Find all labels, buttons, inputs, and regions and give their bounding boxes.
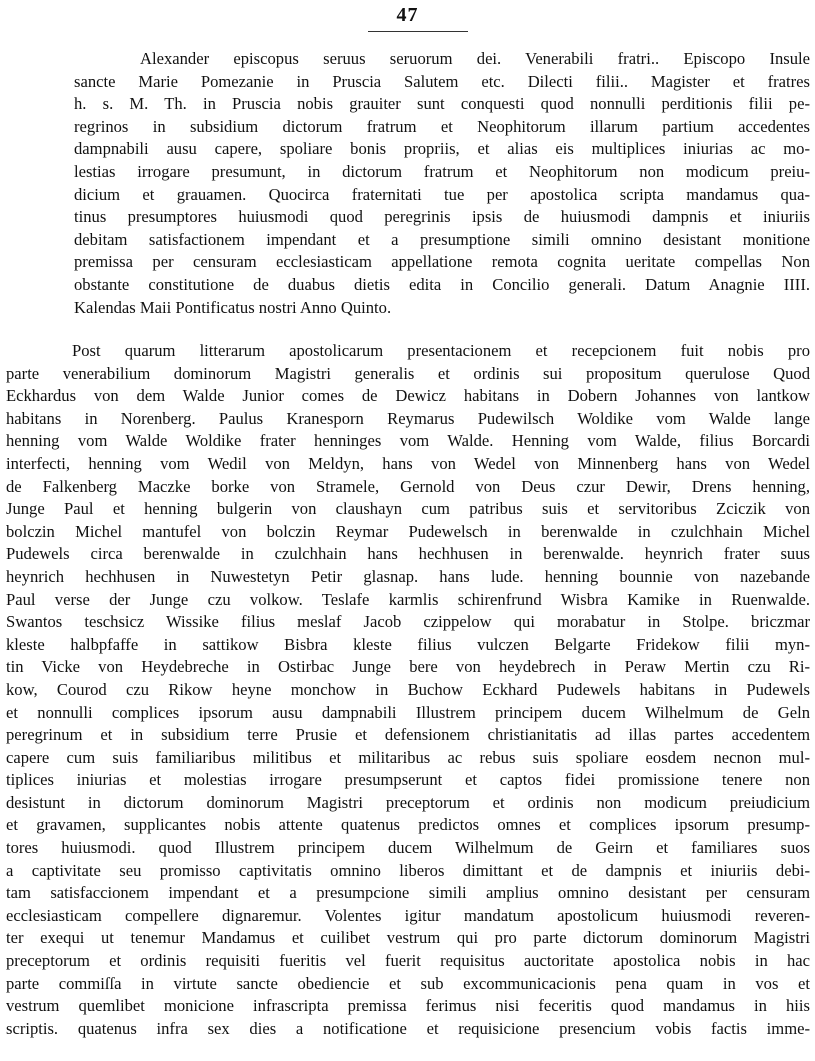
body-line: Eckhardus von dem Walde Junior comes de Dewicz habitans in Dobern Johannes von lantkow xyxy=(6,386,810,406)
body-line: et nonnulli complices ipsorum ausu dampnabili Illustrem principem ducem Wilhelmum de Geln xyxy=(6,702,810,722)
body-line: tin Vicke von Heydebreche in Ostirbac Junge bere von heydebrech in Peraw Mertin czu Ri- xyxy=(6,657,810,677)
quote-line: h. s. M. Th. in Prusсia nobis grauiter sunt conquesti quod nonnulli perditionis filii pe- xyxy=(74,94,810,114)
body-text xyxy=(6,340,810,1040)
body-line: peregrinum et in subsidium terre Prusie et defensionem christianitatis ad illas partes accedentem xyxy=(6,725,810,745)
quote-line: tinus presumptores huiusmodi quod peregrinis ipsis de huiusmodi dampnis et iniuriis xyxy=(74,207,810,227)
body-line: capere cum suis familiaribus militibus et militaribus ac rebus suis spoliare eosdem necnon mul- xyxy=(6,747,810,767)
body-line: ecclesiasticam compellere dignaremur. Volentes igitur mandatum apostolicum huiusmodi reveren- xyxy=(6,905,810,925)
page-number: 47 xyxy=(396,4,419,26)
quote-line: Alexander episcopus seruus seruorum dei. Venerabili fratri.. Episcopo Insule xyxy=(140,49,810,68)
body-line: heynrich hechhusen in Nuwestetyn Petir glasnap. hans lude. henning bounnie von nazebande xyxy=(6,566,810,586)
body-line: et gravamen, supplicantes nobis attente quatenus predictos omnes et complices ipsorum presump- xyxy=(6,815,810,835)
body-line: henning vom Walde Woldike frater henninges vom Walde. Henning vom Walde, filius Borcardi xyxy=(6,431,810,451)
body-line: kow, Courod czu Rikow heyne monchow in Buchow Eckhard Pudewels habitans in Pudewels xyxy=(6,679,810,699)
quote-line: premissa per censuram ecclesiasticam appellatione remota cognita ueritate compellas Non xyxy=(74,252,810,272)
quote-line: dampnabili ausu capere, spoliare bonis propriis, et alias eis multiplices iniurias ac mo- xyxy=(74,139,810,159)
body-line: vestrum quemlibet monicione infrascripta premissa ferimus nisi feceritis quod mandamus in hiis xyxy=(6,996,810,1016)
body-line: Post quarum litterarum apostolicarum presentacionem et recepcionem fuit nobis pro xyxy=(72,341,810,360)
body-line: desistunt in dictorum dominorum Magistri preceptorum et ordinis non modicum preiudicium xyxy=(6,792,810,812)
quote-line: Kalendas Maii Pontificatus nostri Anno Quinto. xyxy=(74,297,392,317)
body-line: kleste halbpfaffe in sattikow Bisbra kleste filius vulczen Belgarte Fridekow filii myn- xyxy=(6,634,810,654)
body-line: Pudewels circa berenwalde in czulchhain hans hechhusen in berenwalde. heynrich frater suus xyxy=(6,544,810,564)
quote-line: lestias irrogare presumunt, in dictorum fratrum et Neophitorum non modicum preiu- xyxy=(74,161,810,181)
body-line: a captivitate seu promisso captivitatis omnino liberos dimittant et de dampnis et iniuriis debi- xyxy=(6,860,810,880)
body-line: ter exequi ut tenemur Mandamus et cuilibet vestrum qui pro parte dictorum dominorum Magistri xyxy=(6,928,810,948)
body-line: de Falkenberg Maczke borke von Stramele, Gernold von Deus czur Dewir, Drens henning, xyxy=(6,476,810,496)
body-line: Paul verse der Junge czu volkow. Teslafe karmlis schirenfrund Wisbra Kamike in Ruenwalde. xyxy=(6,589,810,609)
page-number-rule xyxy=(368,31,468,32)
body-line: Swantos teschsicz Wissike filius meslaf Jacob czippelow qui morabatur in Stolpe. briczmar xyxy=(6,612,810,632)
body-line: tiplices iniurias et molestias irrogare presumpserunt et captos fidei promissione tenere non xyxy=(6,770,810,790)
papal-letter-quote xyxy=(74,48,810,319)
quote-line: regrinos in subsidium dictorum fratrum et Neophitorum illarum partium accedentes xyxy=(74,116,810,136)
body-line: Junge Paul et henning bulgerin von claushayn cum patribus suis et servitoribus Zciczik von xyxy=(6,499,810,519)
quote-line: obstante constitutione de duabus dietis edita in Concilio generali. Datum Anagnie IIII. xyxy=(74,274,810,294)
body-line: parte venerabilium dominorum Magistri generalis et ordinis sui propositum querulose Quod xyxy=(6,363,810,383)
body-line: tores huiusmodi. quod Illustrem principem ducem Wilhelmum de Geirn et familiares suos xyxy=(6,838,810,858)
body-line: habitans in Norenberg. Paulus Kranesporn Reymarus Pudewilsch Woldike vom Walde lange xyxy=(6,408,810,428)
body-line: tam satisfaccionem impendant et a presumpcione simili amplius omnino desistant per censuram xyxy=(6,883,810,903)
quote-line: debitam satisfactionem impendant et a presumptione simili omnino desistant monitione xyxy=(74,229,810,249)
body-line: scriptis. quatenus infra sex dies a notificatione et requisicione presencium vobis factis imme- xyxy=(6,1018,810,1038)
quote-line: dicium et grauamen. Quocirca fraternitati tue per apostolica scripta mandamus qua- xyxy=(74,184,810,204)
body-line: bolczin Michel mantufel von bolczin Reymar Pudewelsch in berenwalde in czulchhain Michel xyxy=(6,521,810,541)
body-line: parte commiſſa in virtute sancte obediencie et sub excommunicacionis pena quam in vos et xyxy=(6,973,810,993)
quote-line: sancte Marie Pomezanie in Prusсia Salutem etc. Dilecti filii.. Magister et fratres xyxy=(74,71,810,91)
body-line: preceptorum et ordinis requisiti fueritis vel fuerit requisitus auctoritate apostolica nobis in hac xyxy=(6,951,810,971)
body-line: interfecti, henning vom Wedil von Meldyn, hans von Wedel von Minnenberg hans von Wedel xyxy=(6,453,810,473)
